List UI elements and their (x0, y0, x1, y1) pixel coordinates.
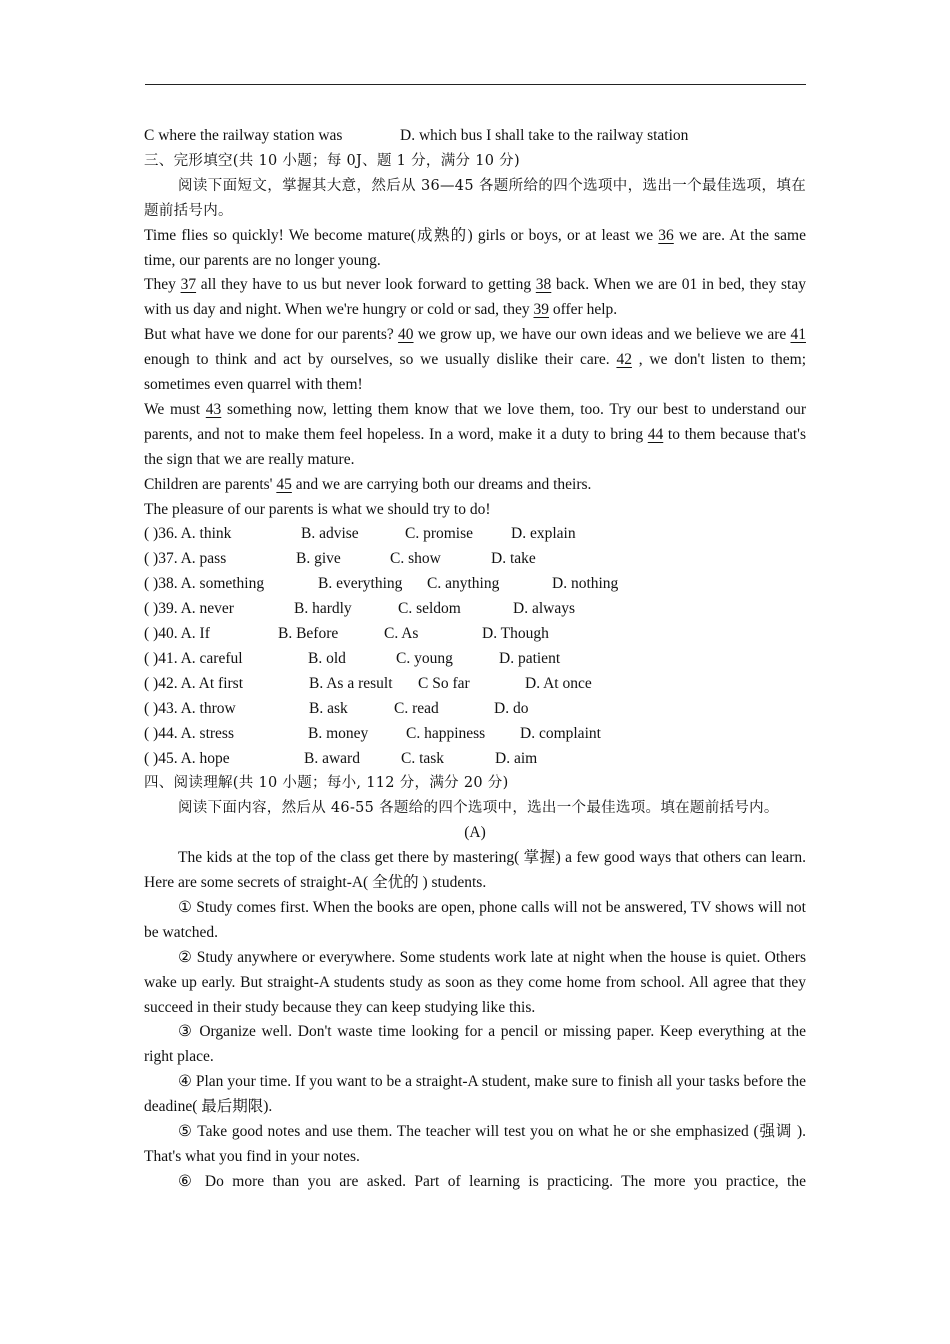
reading-tip: ④ Plan your time. If you want to be a straight-A student, make sure to finish all your tasks before the deadine( 最后期限). (144, 1073, 806, 1116)
section4-instruction: 阅读下面内容，然后从 46-55 各题给的四个选项中，选出一个最佳选项。填在题前括号内。 (178, 800, 779, 817)
question-row: ( )40. A. If B. Before C. As D. Though (144, 625, 549, 643)
blank-36: 36 (658, 226, 674, 244)
reading-intro: The kids at the top of the class get there by mastering( 掌握) a few good ways that others can learn. Here are some secrets of straight-A( 全优的 ) students. (144, 849, 806, 892)
cloze-paragraph-5: Children are parents' 45 and we are carrying both our dreams and theirs. (144, 475, 592, 493)
section4-heading: 四、阅读理解(共 10 小题；每小, 112 分，满分 20 分) (144, 775, 509, 792)
header-rule (145, 84, 806, 85)
cloze-paragraph-4: We must 43 something now, letting them know that we love them, too. Try our best to understand our parents, and not to make them feel hopeless. In a word, make it a duty to bring 44 to them because that's the sign that we are really mature. (144, 400, 807, 468)
part-label: (A) (464, 824, 486, 842)
blank-42: 42 (616, 351, 632, 369)
blank-44: 44 (647, 425, 664, 443)
reading-tip: ② Study anywhere or everywhere. Some students work late at night when the house is quiet. Others wake up early. But straight-A students study as soon as they come home from school. All agree that they succeed in their study because they can keep studying like this. (144, 948, 806, 1016)
question-row: ( )42. A. At first B. As a result C So far D. At once (144, 674, 592, 692)
option-d: D. which bus I shall take to the railway station (400, 127, 689, 144)
section3-heading: 三、完形填空(共 10 小题；每 0J、题 1 分，满分 10 分) (144, 152, 520, 169)
reading-tip: ⑤ Take good notes and use them. The teacher will test you on what he or she emphasized (强调 ). That's what you find in your notes. (144, 1123, 806, 1165)
blank-45: 45 (276, 475, 292, 493)
blank-43: 43 (205, 400, 222, 418)
reading-tip: ③ Organize well. Don't waste time looking for a pencil or missing paper. Keep everything at the right place. (144, 1023, 806, 1066)
cloze-paragraph-3: But what have we done for our parents? 40 we grow up, we have our own ideas and we believe we are 41 enough to think and act by ourselves, so we usually dislike their care. 42 , we don't listen to them; sometimes even quarrel with them! (144, 326, 807, 394)
question-row: ( )45. A. hope B. award C. task D. aim (144, 749, 538, 767)
question-row: ( )37. A. pass B. give C. show D. take (144, 550, 536, 568)
question-row: ( )44. A. stress B. money C. happiness D. complaint (144, 724, 601, 742)
cloze-paragraph-1: Time flies so quickly! We become mature(成熟的) girls or boys, or at least we 36 we are. At the same time, our parents are no longer young. (144, 226, 806, 269)
blank-39: 39 (533, 301, 549, 319)
question-row: ( )43. A. throw B. ask C. read D. do (144, 699, 529, 717)
option-c: C where the railway station was (144, 127, 343, 144)
cloze-paragraph-2: They 37 all they have to us but never look forward to getting 38 back. When we are 01 in bed, they stay with us day and night. When we're hungry or cold or sad, they 39 offer help. (144, 276, 806, 319)
document-body (144, 124, 806, 1195)
cloze-paragraph-6: The pleasure of our parents is what we should try to do! (144, 500, 491, 518)
reading-tip: ⑥ Do more than you are asked. Part of learning is practicing. The more you practice, the (178, 1172, 806, 1190)
question-row: ( )36. A. think B. advise C. promise D. explain (144, 525, 576, 543)
blank-40: 40 (398, 326, 414, 344)
question-row: ( )39. A. never B. hardly C. seldom D. always (144, 600, 575, 618)
blank-37: 37 (180, 276, 197, 294)
question-row: ( )41. A. careful B. old C. young D. patient (144, 649, 561, 667)
option-line-cd (144, 124, 806, 149)
blank-38: 38 (535, 276, 552, 294)
blank-41: 41 (790, 326, 806, 344)
question-row: ( )38. A. something B. everything C. anything D. nothing (144, 575, 619, 593)
reading-tip: ① Study comes first. When the books are open, phone calls will not be answered, TV shows will not be watched. (144, 898, 806, 941)
section3-instruction: 阅读下面短文，掌握其大意，然后从 36—45 各题所给的四个选项中，选出一个最佳选项，填在题前括号内。 (144, 177, 806, 219)
question-list (144, 522, 806, 771)
